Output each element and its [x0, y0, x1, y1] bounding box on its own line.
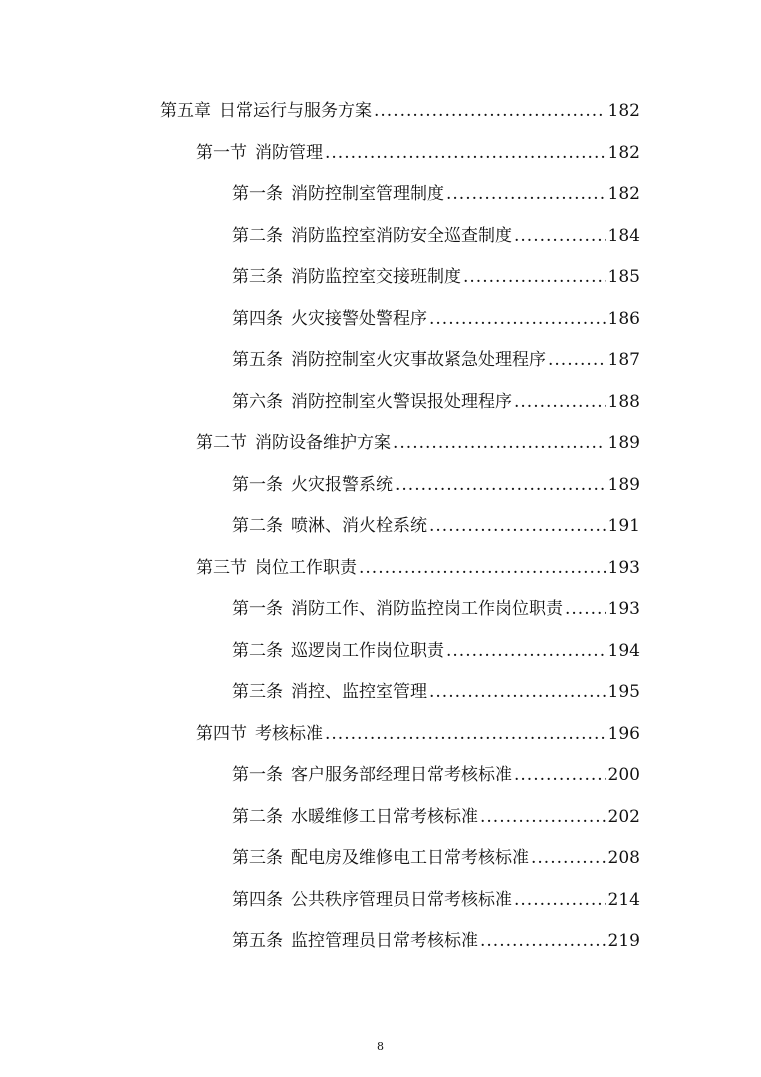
toc-entry-line	[196, 719, 640, 744]
toc-entry-page: 189	[607, 433, 640, 454]
toc-entry-number: 第一节	[196, 142, 247, 163]
toc-entry-page: 182	[607, 101, 640, 122]
toc-entry-line	[232, 470, 640, 495]
toc-entry-number: 第六条	[232, 391, 283, 412]
toc-entry-line	[232, 843, 640, 868]
toc-dot-leader	[429, 516, 606, 536]
toc-entry-page: 186	[607, 308, 640, 329]
toc-entry-page: 193	[607, 599, 640, 620]
toc-dot-leader	[325, 143, 606, 163]
toc-dot-leader	[429, 309, 606, 329]
toc-entry-page: 185	[607, 267, 640, 288]
toc-article-entry[interactable]	[0, 379, 761, 421]
toc-dot-leader	[480, 931, 606, 951]
toc-entry-number: 第四节	[196, 723, 247, 744]
toc-dot-leader	[565, 599, 606, 619]
toc-article-entry[interactable]	[0, 296, 761, 338]
toc-entry-number: 第五条	[232, 931, 283, 952]
toc-dot-leader	[446, 641, 606, 661]
toc-entry-title: 消防工作、消防监控岗工作岗位职责	[291, 599, 563, 620]
toc-dot-leader	[393, 433, 606, 453]
toc-entry-page: 202	[607, 806, 640, 827]
toc-entry-page: 187	[607, 350, 640, 371]
toc-entry-number: 第三条	[232, 682, 283, 703]
toc-entry-number: 第二条	[232, 640, 283, 661]
toc-entry-number: 第二条	[232, 516, 283, 537]
toc-entry-title: 配电房及维修电工日常考核标准	[291, 848, 529, 869]
toc-section-entry[interactable]	[0, 420, 761, 462]
toc-entry-title: 消防监控室消防安全巡查制度	[291, 225, 512, 246]
toc-article-entry[interactable]	[0, 877, 761, 919]
toc-entry-number: 第五条	[232, 350, 283, 371]
toc-dot-leader	[463, 267, 606, 287]
toc-dot-leader	[395, 475, 606, 495]
toc-article-entry[interactable]	[0, 337, 761, 379]
toc-entry-line	[232, 885, 640, 910]
toc-entry-title: 巡逻岗工作岗位职责	[291, 640, 444, 661]
toc-entry-page: 184	[607, 225, 640, 246]
toc-entry-title: 公共秩序管理员日常考核标准	[291, 889, 512, 910]
toc-dot-leader	[359, 558, 606, 578]
toc-dot-leader	[514, 226, 606, 246]
toc-entry-number: 第三条	[232, 267, 283, 288]
page-number: 8	[377, 1040, 384, 1053]
toc-entry-line	[232, 345, 640, 370]
toc-article-entry[interactable]	[0, 794, 761, 836]
toc-entry-line	[232, 179, 640, 204]
toc-entry-number: 第一条	[232, 765, 283, 786]
toc-section-entry[interactable]	[0, 130, 761, 172]
toc-entry-page: 196	[607, 723, 640, 744]
toc-dot-leader	[514, 392, 606, 412]
toc-chapter-entry[interactable]	[0, 88, 761, 130]
toc-entry-title: 岗位工作职责	[255, 557, 357, 578]
toc-entry-line	[196, 553, 640, 578]
toc-entry-number: 第三节	[196, 557, 247, 578]
toc-entry-title: 考核标准	[255, 723, 323, 744]
toc-entry-number: 第四条	[232, 308, 283, 329]
table-of-contents	[0, 88, 761, 960]
toc-section-entry[interactable]	[0, 545, 761, 587]
toc-entry-title: 消防控制室火灾事故紧急处理程序	[291, 350, 546, 371]
toc-entry-line	[232, 760, 640, 785]
toc-entry-number: 第二条	[232, 806, 283, 827]
toc-entry-title: 消防设备维护方案	[255, 433, 391, 454]
toc-article-entry[interactable]	[0, 752, 761, 794]
toc-entry-number: 第五章	[160, 101, 211, 122]
toc-article-entry[interactable]	[0, 171, 761, 213]
toc-entry-number: 第二节	[196, 433, 247, 454]
toc-entry-page: 188	[607, 391, 640, 412]
toc-entry-number: 第一条	[232, 599, 283, 620]
toc-entry-page: 195	[607, 682, 640, 703]
toc-entry-title: 火灾报警系统	[291, 474, 393, 495]
toc-entry-page: 193	[607, 557, 640, 578]
toc-entry-line	[232, 221, 640, 246]
toc-entry-title: 消防控制室火警误报处理程序	[291, 391, 512, 412]
toc-entry-title: 监控管理员日常考核标准	[291, 931, 478, 952]
toc-dot-leader	[374, 101, 606, 121]
toc-entry-page: 189	[607, 474, 640, 495]
toc-dot-leader	[480, 807, 606, 827]
toc-dot-leader	[325, 724, 606, 744]
toc-dot-leader	[429, 682, 606, 702]
toc-dot-leader	[531, 848, 606, 868]
toc-entry-number: 第四条	[232, 889, 283, 910]
toc-entry-line	[232, 926, 640, 951]
toc-entry-page: 200	[607, 765, 640, 786]
toc-entry-line	[232, 594, 640, 619]
toc-article-entry[interactable]	[0, 586, 761, 628]
toc-entry-title: 水暖维修工日常考核标准	[291, 806, 478, 827]
toc-entry-page: 191	[607, 516, 640, 537]
toc-entry-number: 第一条	[232, 184, 283, 205]
toc-article-entry[interactable]	[0, 213, 761, 255]
toc-entry-line	[232, 304, 640, 329]
toc-dot-leader	[514, 890, 606, 910]
toc-entry-title: 消防管理	[255, 142, 323, 163]
toc-article-entry[interactable]	[0, 918, 761, 960]
toc-article-entry[interactable]	[0, 254, 761, 296]
toc-dot-leader	[548, 350, 606, 370]
toc-entry-number: 第一条	[232, 474, 283, 495]
toc-entry-title: 日常运行与服务方案	[219, 101, 372, 122]
toc-entry-line	[232, 802, 640, 827]
toc-article-entry[interactable]	[0, 503, 761, 545]
toc-dot-leader	[446, 184, 606, 204]
toc-entry-line	[232, 262, 640, 287]
toc-section-entry[interactable]	[0, 711, 761, 753]
toc-entry-title: 消控、监控室管理	[291, 682, 427, 703]
toc-entry-title: 消防监控室交接班制度	[291, 267, 461, 288]
toc-article-entry[interactable]	[0, 669, 761, 711]
toc-dot-leader	[514, 765, 606, 785]
toc-entry-line	[160, 96, 640, 121]
toc-entry-page: 182	[607, 184, 640, 205]
toc-entry-page: 208	[607, 848, 640, 869]
toc-entry-page: 194	[607, 640, 640, 661]
toc-entry-number: 第三条	[232, 848, 283, 869]
toc-entry-page: 182	[607, 142, 640, 163]
toc-entry-line	[196, 428, 640, 453]
toc-entry-number: 第二条	[232, 225, 283, 246]
toc-entry-line	[232, 511, 640, 536]
toc-article-entry[interactable]	[0, 628, 761, 670]
toc-entry-title: 消防控制室管理制度	[291, 184, 444, 205]
toc-entry-title: 喷淋、消火栓系统	[291, 516, 427, 537]
toc-entry-title: 客户服务部经理日常考核标准	[291, 765, 512, 786]
toc-entry-line	[196, 138, 640, 163]
toc-entry-line	[232, 636, 640, 661]
toc-entry-line	[232, 387, 640, 412]
toc-entry-page: 214	[607, 889, 640, 910]
toc-entry-line	[232, 677, 640, 702]
toc-article-entry[interactable]	[0, 835, 761, 877]
toc-entry-page: 219	[607, 931, 640, 952]
toc-entry-title: 火灾接警处警程序	[291, 308, 427, 329]
toc-article-entry[interactable]	[0, 462, 761, 504]
